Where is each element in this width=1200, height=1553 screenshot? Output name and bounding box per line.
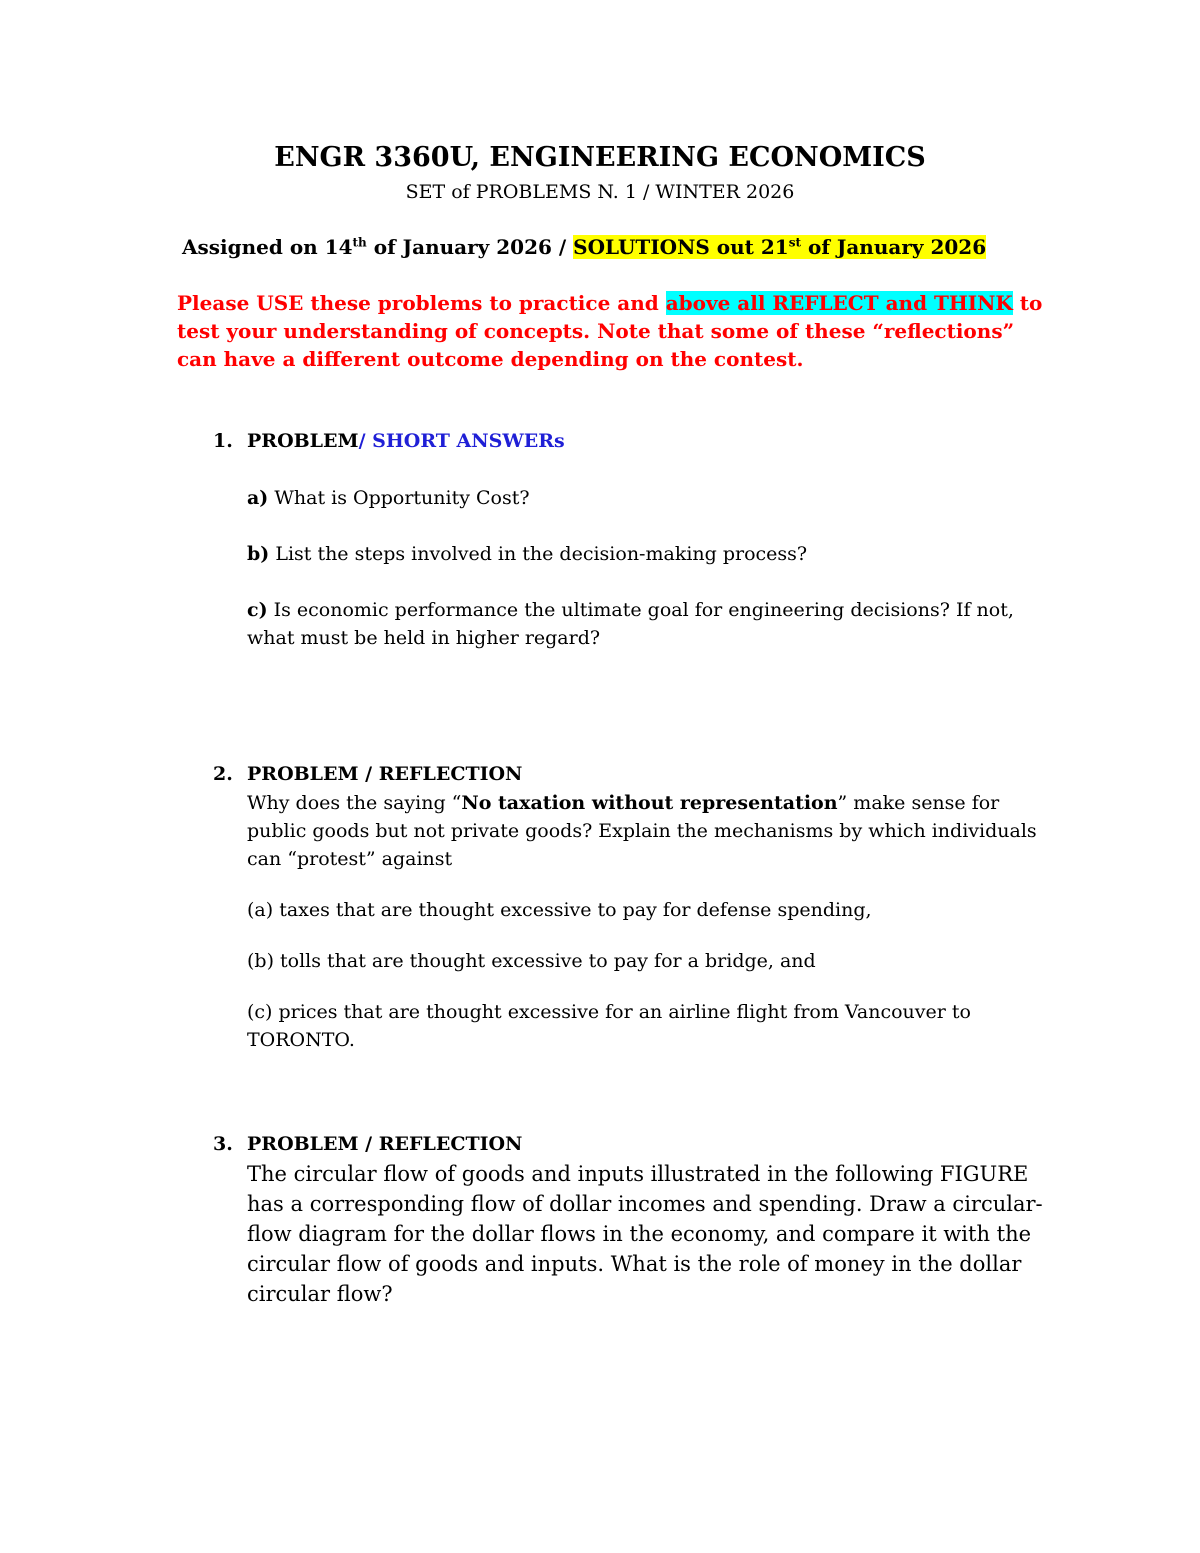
solutions-prefix: SOLUTIONS out 21 [573, 235, 789, 259]
intro-text-a: Why does the saying “ [247, 792, 462, 814]
item-label: a) [247, 487, 269, 509]
item-label: b) [247, 543, 270, 565]
problem-2-item-c: (c) prices that are thought excessive for an airline flight from Vancouver to TORONTO. [247, 1001, 971, 1051]
item-text: List the steps involved in the decision-making process? [269, 543, 808, 565]
problem-1-item-b [247, 540, 1037, 568]
intro-text-b: ” make sense for public goods but not private goods? Explain the mechanisms by which individuals can “protest” against [247, 792, 1037, 870]
problem-1-item-c [247, 596, 1037, 652]
item-text: Is economic performance the ultimate goal for engineering decisions? If not, what must be held in higher regard? [247, 599, 1014, 649]
problem-1-heading [247, 430, 565, 452]
problem-2-number: 2. [213, 763, 233, 785]
problem-3-number: 3. [213, 1133, 233, 1155]
solutions-date-highlight [573, 235, 986, 259]
intro-bold: No taxation without representation [461, 792, 838, 814]
notice-part2: to test your understanding of concepts. Note that some of these “reflections” can have a different outcome depending on the contest. [177, 291, 1043, 371]
assigned-sup: th [352, 235, 367, 250]
problem-2-item-b: (b) tolls that are thought excessive to pay for a bridge, and [247, 950, 816, 972]
assigned-prefix: Assigned on 14 [182, 235, 353, 259]
item-label: c) [247, 599, 268, 621]
document-subtitle: SET of PROBLEMS N. 1 / WINTER 2026 [405, 181, 795, 203]
assignment-dates [182, 235, 986, 259]
solutions-sup: st [788, 235, 802, 250]
solutions-suffix: of January 2026 [801, 235, 987, 259]
problem-1-heading-main: PROBLEM [247, 430, 359, 452]
practice-notice [177, 289, 1047, 373]
problem-2-item-a: (a) taxes that are thought excessive to pay for defense spending, [247, 899, 872, 921]
problem-2-heading: PROBLEM / REFLECTION [247, 763, 523, 785]
notice-part1: Please USE these problems to practice and [177, 291, 666, 315]
problem-2-intro [247, 789, 1037, 873]
document-title: ENGR 3360U, ENGINEERING ECONOMICS [274, 142, 926, 173]
item-text: What is Opportunity Cost? [268, 487, 530, 509]
problem-1-number: 1. [213, 430, 233, 452]
notice-highlight: above all REFLECT and THINK [665, 291, 1013, 315]
problem-1-item-a [247, 484, 1037, 512]
problem-3-body: The circular flow of goods and inputs illustrated in the following FIGURE has a corresponding flow of dollar incomes and spending. Draw a circular-flow diagram for the dollar flows in the economy, and compare it with the circular flow of goods and inputs. What is the role of money in the dollar circular flow? [247, 1162, 1043, 1306]
assigned-middle: of January 2026 / [366, 235, 574, 259]
problem-3-heading: PROBLEM / REFLECTION [247, 1133, 523, 1155]
problem-1-heading-blue: / SHORT ANSWERs [358, 430, 565, 452]
